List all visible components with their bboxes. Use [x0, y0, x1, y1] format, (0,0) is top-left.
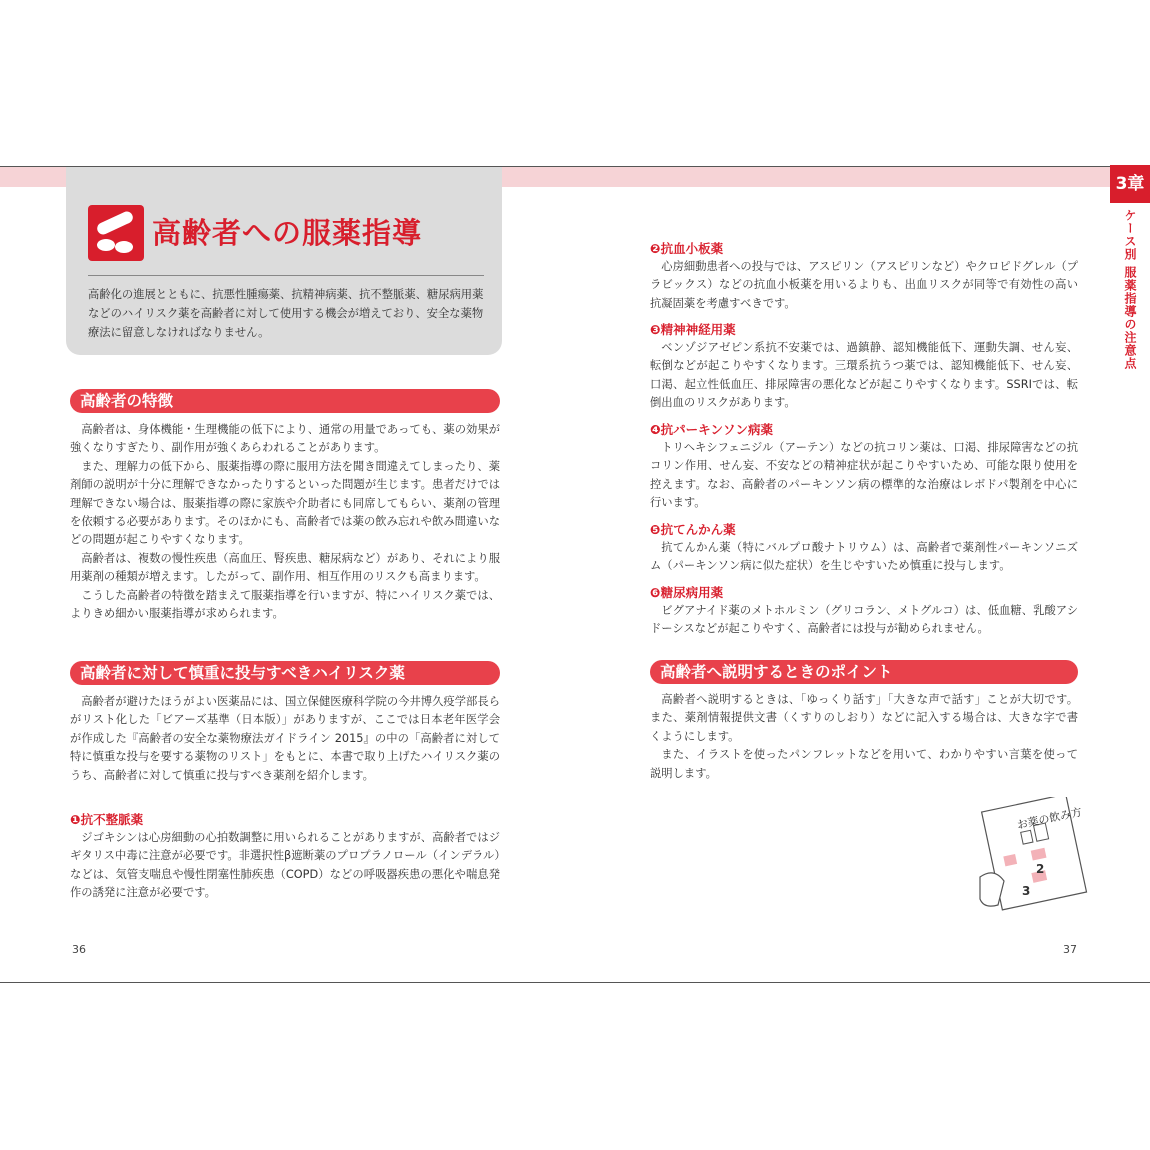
paragraph: 高齢者は、身体機能・生理機能の低下により、通常の用量であっても、薬の効果が強くなりすぎたり、副作用が強くあらわれることがあります。 — [70, 423, 500, 455]
paragraph: ビグアナイド薬のメトホルミン（グリコラン、メトグルコ）は、低血糖、乳酸アシドーシスなどが起こりやすく、高齢者には投与が勧められません。 — [650, 604, 1078, 636]
features-body — [70, 421, 500, 623]
heading-highrisk: 高齢者に対して慎重に投与すべきハイリスク薬 — [70, 661, 500, 685]
medicine-pamphlet-illustration — [970, 797, 1090, 912]
chapter-number: 3章 — [1110, 165, 1150, 203]
heading-explain: 高齢者へ説明するときのポイント — [650, 660, 1078, 684]
antiplatelet-body — [650, 258, 1078, 313]
highrisk-body — [70, 693, 500, 785]
explain-body — [650, 691, 1078, 783]
subheading-epilepsy: ❺抗てんかん薬 — [650, 522, 736, 537]
subheading-parkinson: ❹抗パーキンソン病薬 — [650, 422, 773, 437]
paragraph: ジゴキシンは心房細動の心拍数調整に用いられることがありますが、高齢者ではジギタリス中毒に注意が必要です。非選択性β遮断薬のプロプラノロール（インデラル）などは、気管支喘息や慢性閉塞性肺疾患（COPD）などの呼吸器疾患の悪化や喘息発作の誘発に注意が必要です。 — [70, 831, 500, 900]
paragraph: ベンゾジアゼピン系抗不安薬では、過鎮静、認知機能低下、運動失調、せん妄、転倒などが起こりやすくなります。三環系抗うつ薬では、認知機能低下、せん妄、口渇、起立性低血圧、排尿障害の悪化などが起こりやすくなります。SSRIでは、転倒出血のリスクがあります。 — [650, 341, 1078, 410]
paragraph: トリヘキシフェニジル（アーテン）などの抗コリン薬は、口渇、排尿障害などの抗コリン作用、せん妄、不安などの精神症状が起こりやすいため、可能な限り使用を控えます。なお、高齢者のパーキンソン病の標準的な治療はレボドパ製剤を中心に行います。 — [650, 441, 1078, 510]
chapter-label: ケース別 服薬指導の注意点 — [1123, 209, 1137, 371]
page-title: 高齢者への服薬指導 — [152, 216, 423, 250]
paragraph: 抗てんかん薬（特にバルプロ酸ナトリウム）は、高齢者で薬剤性パーキンソニズム（パーキンソン病に似た症状）を生じやすいため慎重に投与します。 — [650, 541, 1078, 573]
paragraph: また、イラストを使ったパンフレットなどを用いて、わかりやすい言葉を使って説明します。 — [650, 748, 1078, 780]
illustration-number-3: 3 — [1022, 884, 1031, 898]
subheading-diabetes: ❻糖尿病用薬 — [650, 585, 724, 600]
divider — [88, 275, 484, 276]
paragraph: 高齢者は、複数の慢性疾患（高血圧、腎疾患、糖尿病など）があり、それにより服用薬剤の種類が増えます。したがって、副作用、相互作用のリスクも高まります。 — [70, 551, 500, 584]
paragraph: 高齢者へ説明するときは、「ゆっくり話す」「大きな声で話す」ことが大切です。また、薬剤情報提供文書（くすりのしおり）などに記入する場合は、大きな字で書くようにします。 — [650, 693, 1078, 743]
illustration-number-2: 2 — [1036, 862, 1045, 876]
subheading-psych: ❸精神神経用薬 — [650, 322, 736, 337]
arrhythmia-body — [70, 829, 500, 903]
diabetes-body — [650, 602, 1078, 639]
paragraph: 高齢者が避けたほうがよい医薬品には、国立保健医療科学院の今井博久疫学部長らがリスト化した「ビアーズ基準（日本版）」がありますが、ここでは日本老年医学会が作成した『高齢者の安全な薬物療法ガイドライン 2015』の中の「高齢者に対して特に慎重な投与を要する薬物のリスト」をもとに、本書で取り上げたハイリスク薬のうち、高齢者に対して慎重に投与すべき薬剤を紹介します。 — [70, 695, 500, 782]
page-number-left: 36 — [72, 943, 86, 956]
parkinson-body — [650, 439, 1078, 513]
subheading-arrhythmia: ❶抗不整脈薬 — [70, 812, 144, 827]
book-spread — [0, 166, 1150, 983]
paragraph: また、理解力の低下から、服薬指導の際に服用方法を聞き間違えてしまったり、薬剤師の説明が十分に理解できなかったりするといった問題が生じます。患者だけでは理解できない場合は、服薬指導の際に家族や介助者にも同席してもらい、薬剤の管理を依頼する必要があります。そのほかにも、高齢者では薬の飲み忘れや飲み間違いなどの問題が起こりやすくなります。 — [70, 459, 500, 547]
subheading-antiplatelet: ❷抗血小板薬 — [650, 241, 724, 256]
paragraph: こうした高齢者の特徴を踏まえて服薬指導を行いますが、特にハイリスク薬では、よりきめ細かい服薬指導が求められます。 — [70, 588, 500, 621]
heading-features: 高齢者の特徴 — [70, 389, 500, 413]
chapter-tab — [1110, 165, 1150, 405]
epilepsy-body — [650, 539, 1078, 576]
psych-body — [650, 339, 1078, 413]
illustration-caption: お薬の飲み方 — [1015, 805, 1084, 832]
paragraph: 心房細動患者への投与では、アスピリン（アスピリンなど）やクロピドグレル（プラビックス）などの抗血小板薬を用いるよりも、出血リスクが同等で有効性の高い抗凝固薬を考慮すべきです。 — [650, 260, 1078, 310]
intro-text: 高齢化の進展とともに、抗悪性腫瘍薬、抗精神病薬、抗不整脈薬、糖尿病用薬などのハイリスク薬を高齢者に対して使用する機会が増えており、安全な薬物療法に留意しなければなりません。 — [88, 288, 484, 339]
page-number-right: 37 — [1063, 943, 1077, 956]
pill-icon — [88, 205, 144, 261]
